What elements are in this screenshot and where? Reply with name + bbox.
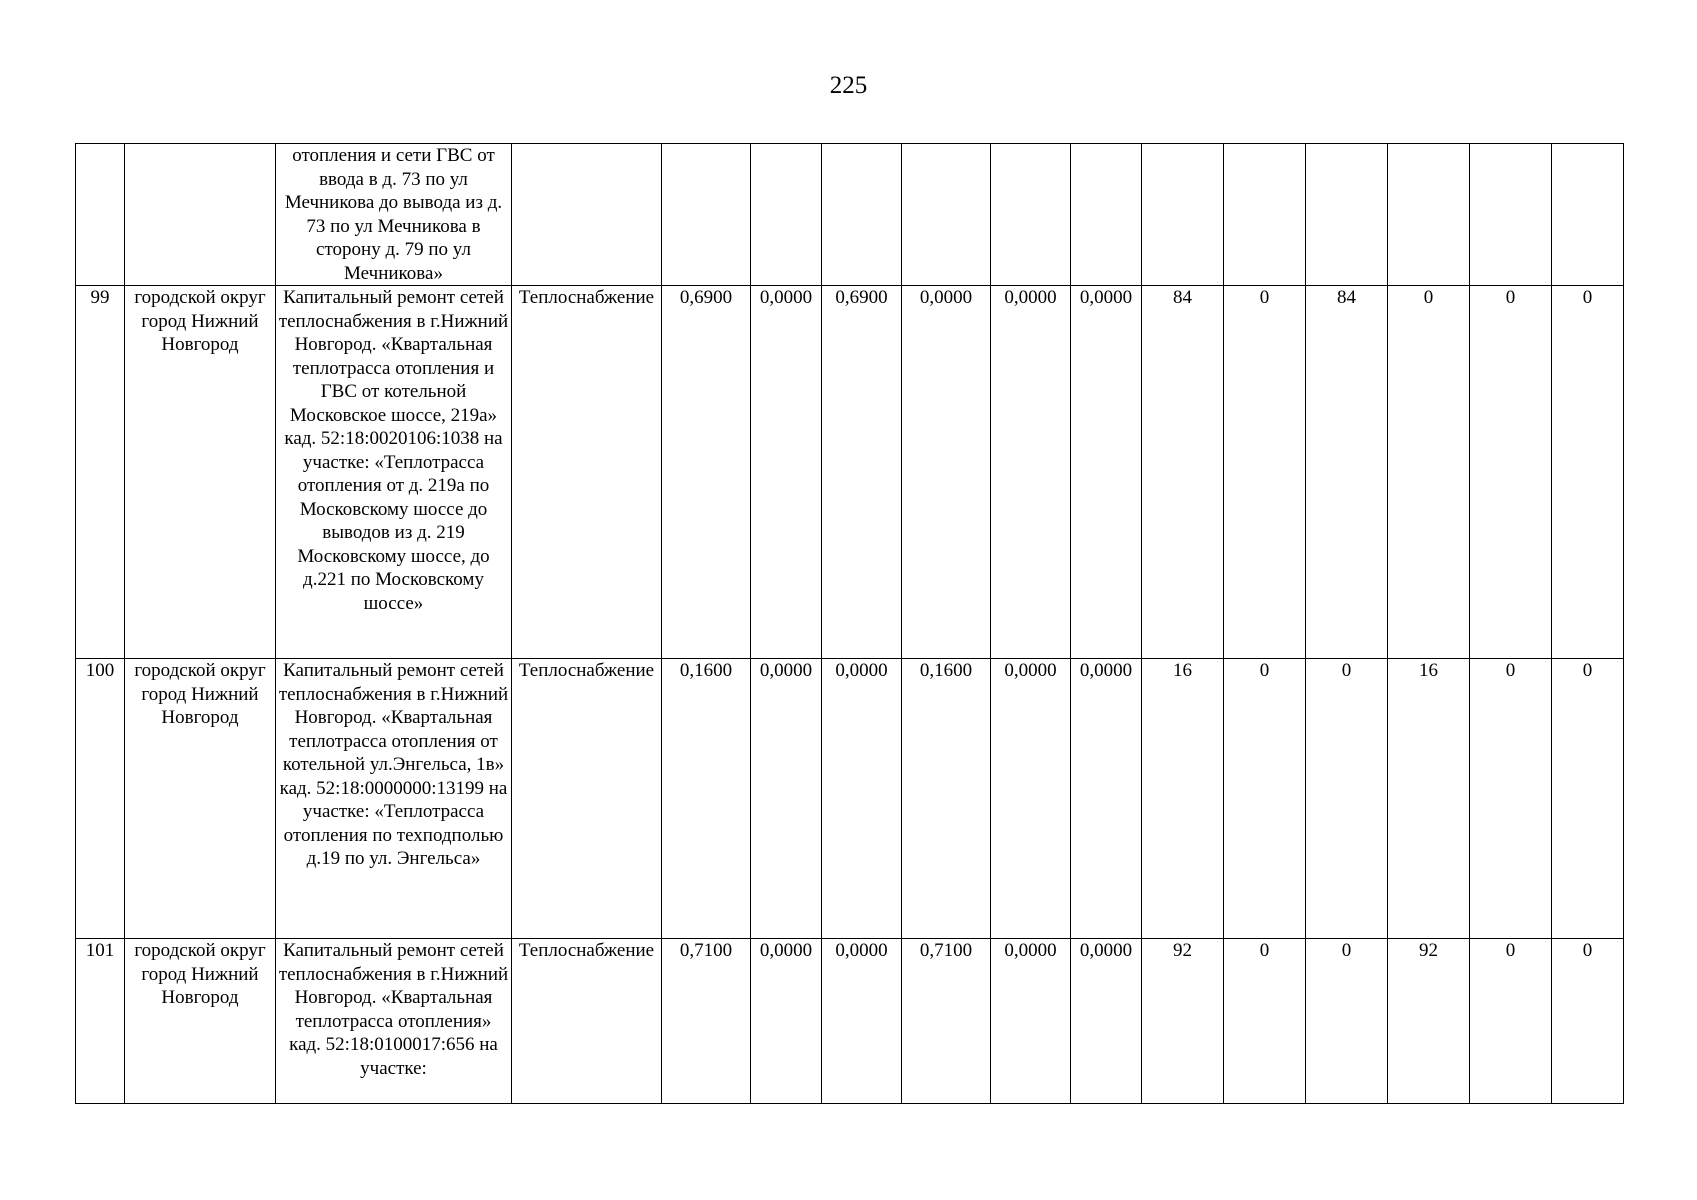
value-cell <box>662 144 751 286</box>
value-cell: 0,0000 <box>751 659 822 939</box>
value-cell: 0 <box>1224 659 1306 939</box>
value-cell <box>1071 144 1142 286</box>
value-cell <box>822 144 902 286</box>
value-cell: 16 <box>1388 659 1470 939</box>
value-cell: 0,6900 <box>822 286 902 659</box>
value-cell: 84 <box>1142 286 1224 659</box>
table-row <box>76 286 1624 659</box>
value-cell: 0 <box>1306 659 1388 939</box>
value-cell: 0,0000 <box>991 659 1071 939</box>
value-cell: 0,1600 <box>902 659 991 939</box>
value-cell: 0 <box>1224 286 1306 659</box>
value-cell: 0,0000 <box>1071 659 1142 939</box>
value-cell: 0 <box>1552 286 1624 659</box>
row-number-cell: 100 <box>76 659 125 939</box>
value-cell <box>1470 144 1552 286</box>
value-cell: 0,0000 <box>751 939 822 1104</box>
description-cell: Капитальный ремонт сетей теплоснабжения в г.Нижний Новгород. «Квартальная теплотрасса отопления и ГВС от котельной Московское шоссе, 219а» кад. 52:18:0020106:1038 на участке: «Теплотрасса отопления от д. 219а по Московскому шоссе до выводов из д. 219 Московскому шоссе, до д.221 по Московскому шоссе» <box>276 286 512 659</box>
value-cell: 0,6900 <box>662 286 751 659</box>
description-cell: Капитальный ремонт сетей теплоснабжения в г.Нижний Новгород. «Квартальная теплотрасса отопления» кад. 52:18:0100017:656 на участке: <box>276 939 512 1104</box>
value-cell: 0 <box>1470 659 1552 939</box>
value-cell: 0,1600 <box>662 659 751 939</box>
program-table <box>75 143 1624 1104</box>
municipality-cell <box>125 144 276 286</box>
value-cell: 0,0000 <box>1071 939 1142 1104</box>
value-cell <box>1224 144 1306 286</box>
value-cell: 0,0000 <box>991 939 1071 1104</box>
row-number-cell <box>76 144 125 286</box>
value-cell: 0,7100 <box>902 939 991 1104</box>
value-cell: 0 <box>1224 939 1306 1104</box>
value-cell <box>991 144 1071 286</box>
value-cell: 84 <box>1306 286 1388 659</box>
municipality-cell: городской округ город Нижний Новгород <box>125 286 276 659</box>
value-cell: 0,0000 <box>751 286 822 659</box>
value-cell <box>1552 144 1624 286</box>
value-cell <box>751 144 822 286</box>
value-cell: 0 <box>1306 939 1388 1104</box>
value-cell <box>1142 144 1224 286</box>
table-row <box>76 659 1624 939</box>
value-cell: 16 <box>1142 659 1224 939</box>
type-cell: Теплоснабжение <box>512 286 662 659</box>
value-cell: 0 <box>1470 286 1552 659</box>
value-cell: 0 <box>1470 939 1552 1104</box>
municipality-cell: городской округ город Нижний Новгород <box>125 939 276 1104</box>
value-cell: 0,0000 <box>822 939 902 1104</box>
value-cell: 0,0000 <box>991 286 1071 659</box>
municipality-cell: городской округ город Нижний Новгород <box>125 659 276 939</box>
type-cell: Теплоснабжение <box>512 939 662 1104</box>
value-cell: 92 <box>1142 939 1224 1104</box>
value-cell: 0 <box>1388 286 1470 659</box>
value-cell: 0 <box>1552 659 1624 939</box>
row-number-cell: 101 <box>76 939 125 1104</box>
description-cell: отопления и сети ГВС от ввода в д. 73 по ул Мечникова до вывода из д. 73 по ул Мечникова в сторону д. 79 по ул Мечникова» <box>276 144 512 286</box>
table-row <box>76 939 1624 1104</box>
type-cell <box>512 144 662 286</box>
value-cell: 0,0000 <box>1071 286 1142 659</box>
description-cell: Капитальный ремонт сетей теплоснабжения в г.Нижний Новгород. «Квартальная теплотрасса отопления от котельной ул.Энгельса, 1в» кад. 52:18:0000000:13199 на участке: «Теплотрасса отопления по техподполью д.19 по ул. Энгельса» <box>276 659 512 939</box>
value-cell: 0,0000 <box>822 659 902 939</box>
value-cell: 92 <box>1388 939 1470 1104</box>
value-cell <box>902 144 991 286</box>
row-number-cell: 99 <box>76 286 125 659</box>
value-cell <box>1388 144 1470 286</box>
value-cell <box>1306 144 1388 286</box>
type-cell: Теплоснабжение <box>512 659 662 939</box>
page-number: 225 <box>829 72 868 99</box>
table-row <box>76 144 1624 286</box>
value-cell: 0,7100 <box>662 939 751 1104</box>
value-cell: 0,0000 <box>902 286 991 659</box>
value-cell: 0 <box>1552 939 1624 1104</box>
